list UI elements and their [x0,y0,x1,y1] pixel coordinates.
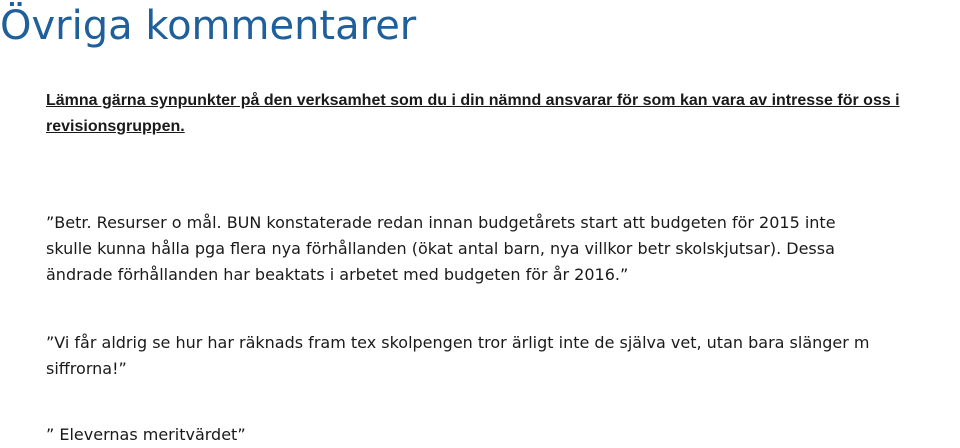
comment-block [46,422,246,448]
comment-line: ”Betr. Resurser o mål. BUN konstaterade redan innan budgetårets start att budgeten för 2015 inte [46,213,836,232]
comment-line: ” Elevernas meritvärdet” [46,425,246,444]
comment-line: ändrade förhållanden har beaktats i arbetet med budgeten för år 2016.” [46,265,629,284]
comment-line: ”Vi får aldrig se hur har räknads fram tex skolpengen tror ärligt inte de själva vet, utan bara slänger m [46,333,870,352]
comment-block [46,210,836,288]
page-title: Övriga kommentarer [0,3,417,49]
intro-prompt: Lämna gärna synpunkter på den verksamhet som du i din nämnd ansvarar för som kan vara av intresse för oss i revisionsgruppen. [46,92,900,135]
comment-line: skulle kunna hålla pga flera nya förhållanden (ökat antal barn, nya villkor betr skolskjutsar). Dessa [46,239,835,258]
comment-block [46,330,870,382]
comment-line: siffrorna!” [46,359,127,378]
